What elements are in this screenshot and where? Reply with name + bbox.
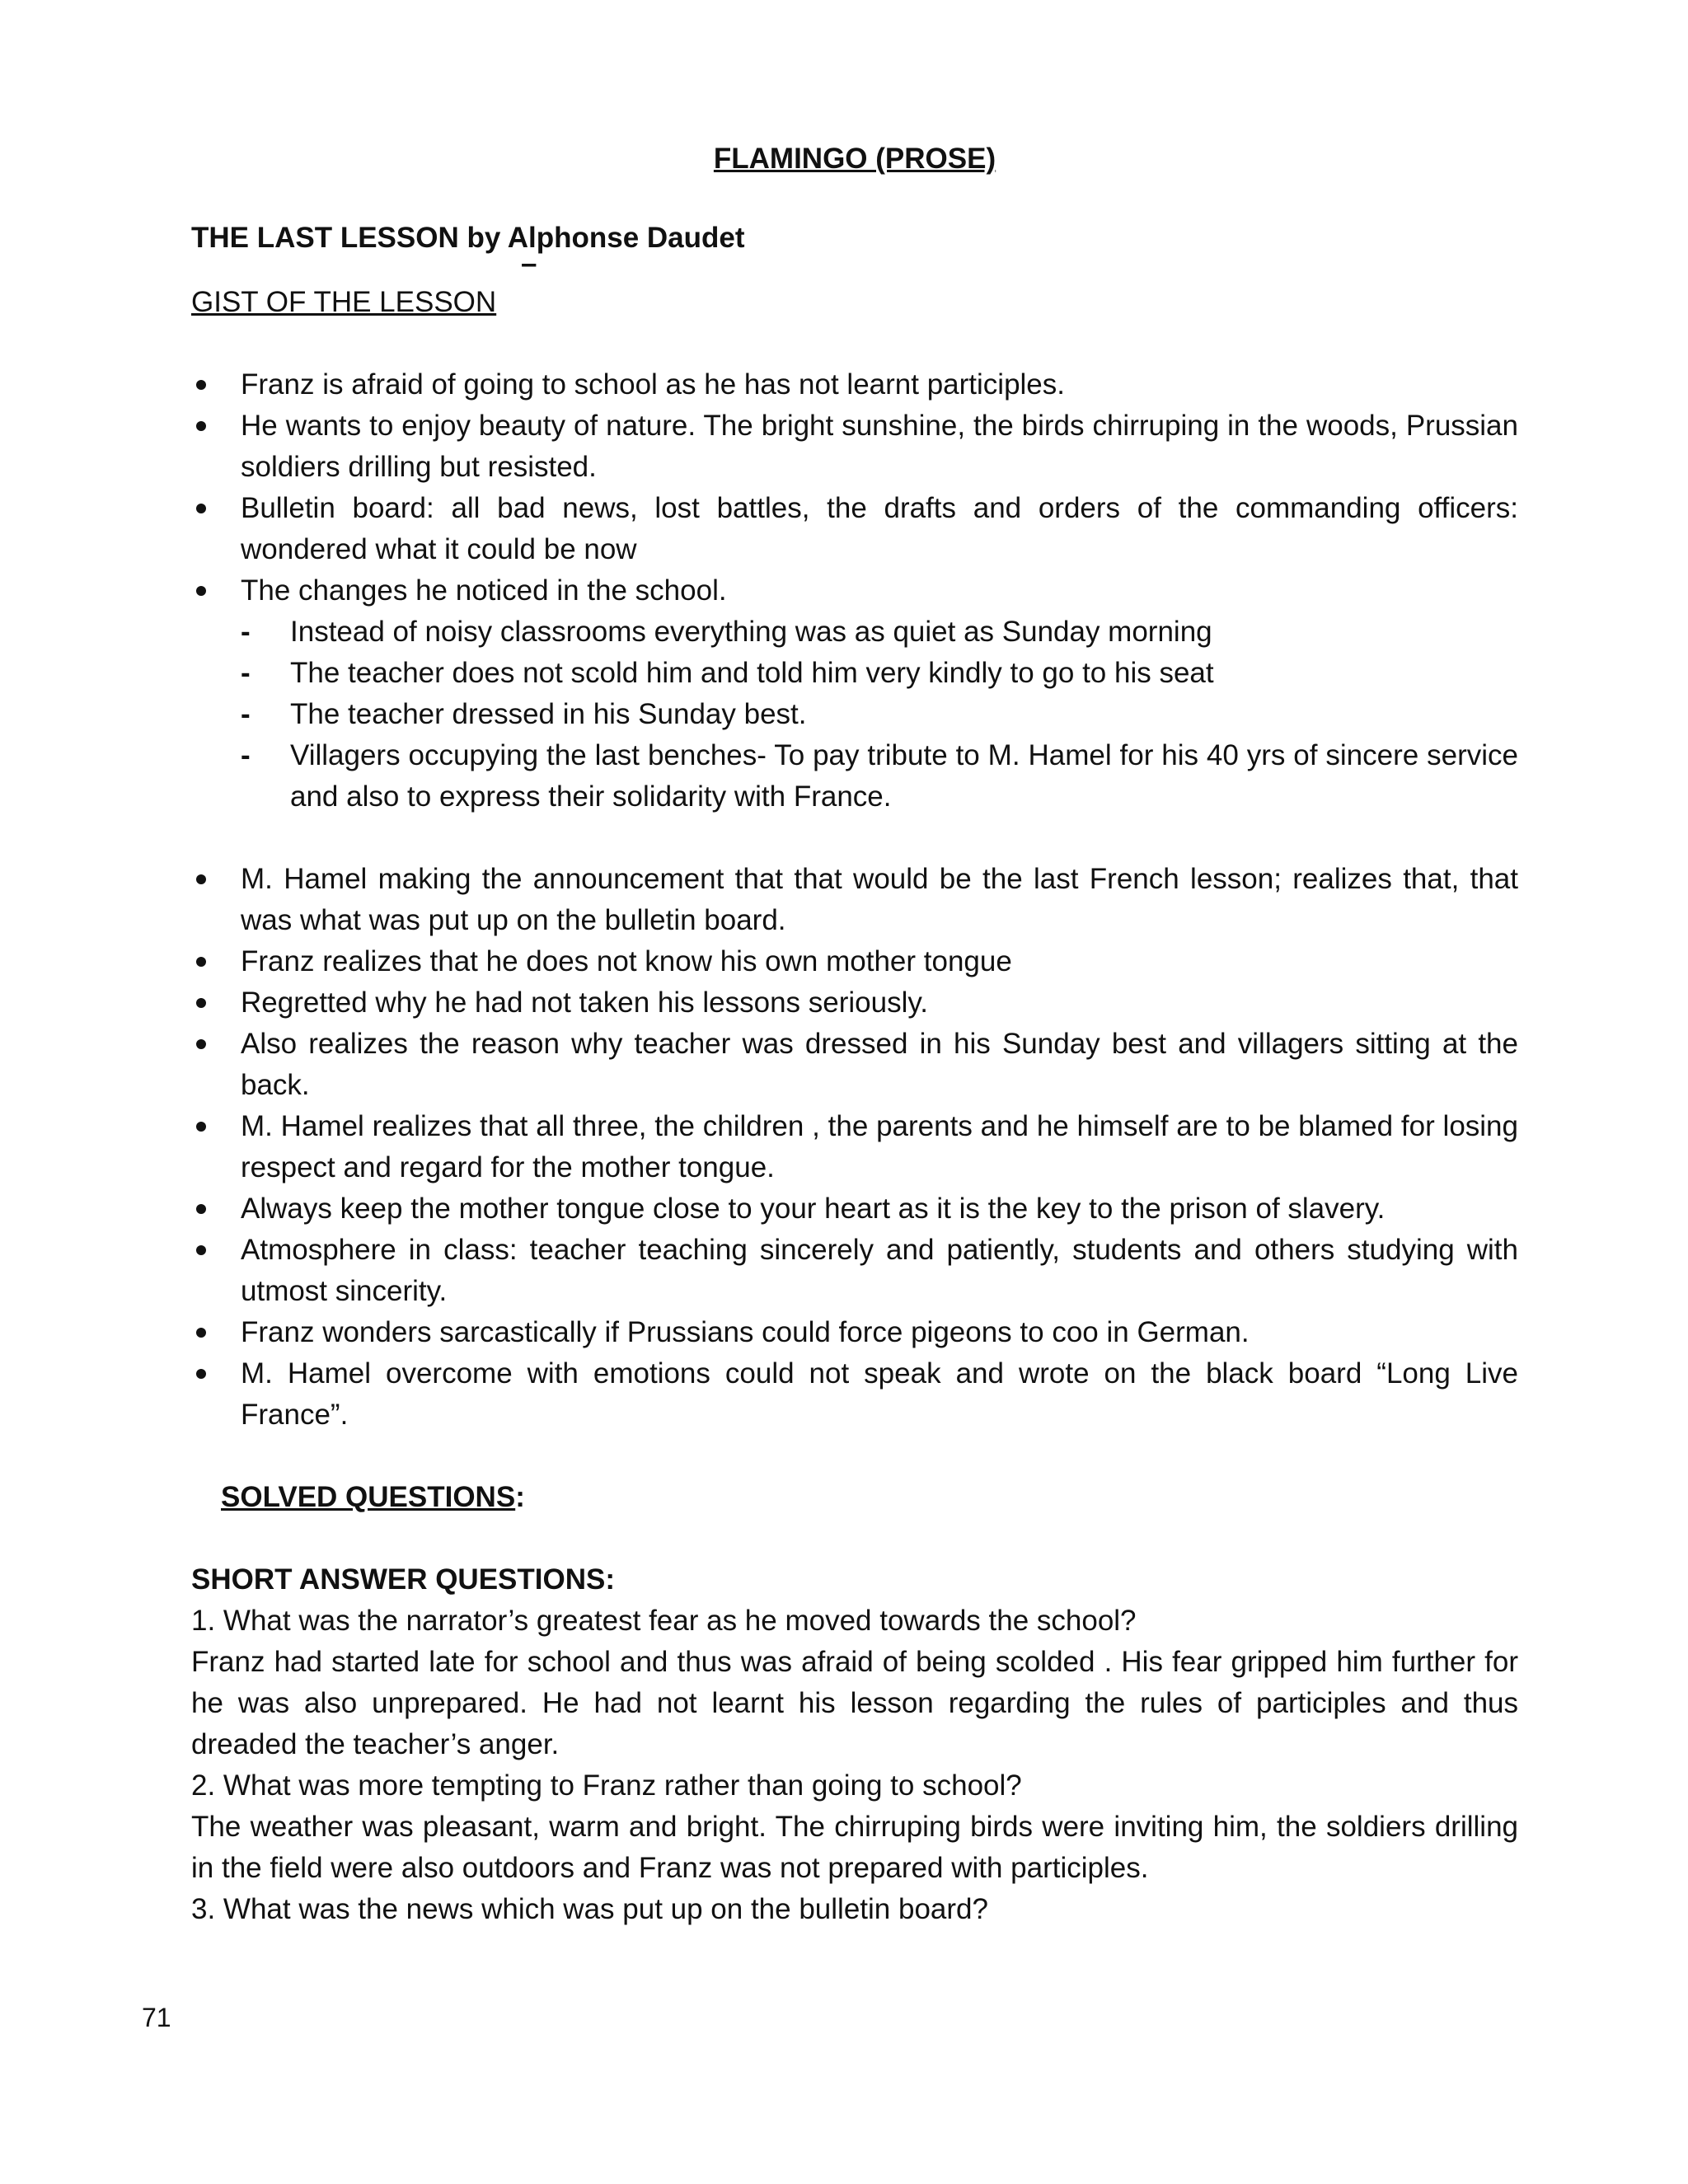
sub-point-item	[191, 735, 1518, 818]
bullet-text: Always keep the mother tongue close to your heart as it is the key to the prison of slavery.	[241, 1193, 1386, 1225]
chapter-title: THE LAST LESSON by Alphonse Daudet	[191, 222, 745, 254]
bullet-text: Bulletin board: all bad news, lost battles, the drafts and orders of the commanding officers: wondered what it could be now	[241, 492, 1518, 565]
dash-marker: -	[241, 657, 251, 689]
short-answer-heading: SHORT ANSWER QUESTIONS:	[191, 1563, 615, 1596]
section-gap	[191, 818, 1518, 859]
gist-bullet-item	[191, 1188, 1518, 1230]
bullet-icon	[196, 504, 206, 513]
answer-1: Franz had started late for school and thus was afraid of being scolded . His fear gripped him further for he was also unprepared. He had not learnt his lesson regarding the rules of participles and thus dreaded the teacher’s anger.	[191, 1646, 1518, 1760]
bullet-icon	[196, 380, 206, 390]
sub-point-text: The teacher does not scold him and told him very kindly to go to his seat	[290, 657, 1214, 689]
bullet-icon	[196, 1204, 206, 1214]
bullet-text: He wants to enjoy beauty of nature. The bright sunshine, the birds chirruping in the woods, Prussian soldiers drilling but resisted.	[241, 410, 1518, 483]
gist-bullet-item	[191, 941, 1518, 982]
bullet-text: Franz is afraid of going to school as he has not learnt participles.	[241, 368, 1065, 401]
bullet-icon	[196, 586, 206, 596]
gist-bullet-item	[191, 488, 1518, 570]
sub-point-text: Instead of noisy classrooms everything was as quiet as Sunday morning	[290, 616, 1212, 648]
bullet-text: Regretted why he had not taken his lessons seriously.	[241, 987, 928, 1019]
bullet-icon	[196, 957, 206, 967]
school-changes-sublist	[191, 612, 1518, 818]
stray-dash: –	[521, 247, 537, 279]
sub-point-item	[191, 694, 1518, 735]
bullet-text: Franz wonders sarcastically if Prussians could force pigeons to coo in German.	[241, 1316, 1250, 1348]
bullet-text: Franz realizes that he does not know his own mother tongue	[241, 945, 1012, 977]
gist-bullet-item	[191, 1024, 1518, 1106]
gist-bullet-item	[191, 859, 1518, 941]
bullet-icon	[196, 1328, 206, 1338]
dash-marker: -	[241, 698, 251, 730]
question-1: 1. What was the narrator’s greatest fear as he moved towards the school?	[191, 1605, 1137, 1637]
bullet-text: M. Hamel overcome with emotions could not speak and wrote on the black board “Long Live France”.	[241, 1357, 1518, 1431]
gist-bullet-item	[191, 364, 1518, 405]
page-number: 71	[142, 2003, 171, 2032]
solved-heading-text: SOLVED QUESTIONS	[221, 1481, 516, 1513]
gist-bullet-item	[191, 982, 1518, 1024]
bullet-icon	[196, 998, 206, 1008]
dash-marker: -	[241, 739, 251, 771]
solved-questions-heading	[221, 1477, 1518, 1518]
bullet-icon	[196, 421, 206, 431]
bullet-icon	[196, 1122, 206, 1132]
page-title: FLAMINGO (PROSE)	[713, 143, 996, 175]
bullet-icon	[196, 874, 206, 884]
dash-marker: -	[241, 616, 251, 648]
question-answer-block	[191, 1601, 1518, 1930]
sub-point-text: Villagers occupying the last benches- To pay tribute to M. Hamel for his 40 yrs of sincere service and also to express their solidarity with France.	[290, 739, 1518, 813]
bullet-text: M. Hamel making the announcement that that would be the last French lesson; realizes that, that was what was put up on the bulletin board.	[241, 863, 1518, 936]
question-3: 3. What was the news which was put up on the bulletin board?	[191, 1893, 988, 1925]
bullet-text: The changes he noticed in the school.	[241, 574, 727, 607]
gist-bullet-item	[191, 1353, 1518, 1436]
gist-bullet-item	[191, 1312, 1518, 1353]
bullet-icon	[196, 1369, 206, 1379]
gist-bullet-item	[191, 1106, 1518, 1188]
gist-heading: GIST OF THE LESSON	[191, 286, 497, 318]
bullet-icon	[196, 1245, 206, 1255]
bullet-text: Also realizes the reason why teacher was dressed in his Sunday best and villagers sitting at the back.	[241, 1028, 1518, 1101]
page-content	[191, 138, 1518, 1930]
bullet-icon	[196, 1039, 206, 1049]
sub-point-item	[191, 612, 1518, 653]
sub-point-item	[191, 653, 1518, 694]
solved-heading-colon: :	[515, 1481, 525, 1513]
answer-2: The weather was pleasant, warm and bright. The chirruping birds were inviting him, the soldiers drilling in the field were also outdoors and Franz was not prepared with participles.	[191, 1811, 1518, 1884]
gist-bullet-list-1	[191, 364, 1518, 818]
sub-point-text: The teacher dressed in his Sunday best.	[290, 698, 807, 730]
bullet-text: M. Hamel realizes that all three, the children , the parents and he himself are to be blamed for losing respect and regard for the mother tongue.	[241, 1110, 1518, 1183]
gist-bullet-item	[191, 405, 1518, 488]
gist-bullet-item	[191, 570, 1518, 818]
gist-bullet-item	[191, 1230, 1518, 1312]
question-2: 2. What was more tempting to Franz rather than going to school?	[191, 1769, 1022, 1802]
gist-bullet-list-2	[191, 859, 1518, 1436]
bullet-text: Atmosphere in class: teacher teaching sincerely and patiently, students and others studying with utmost sincerity.	[241, 1234, 1518, 1307]
